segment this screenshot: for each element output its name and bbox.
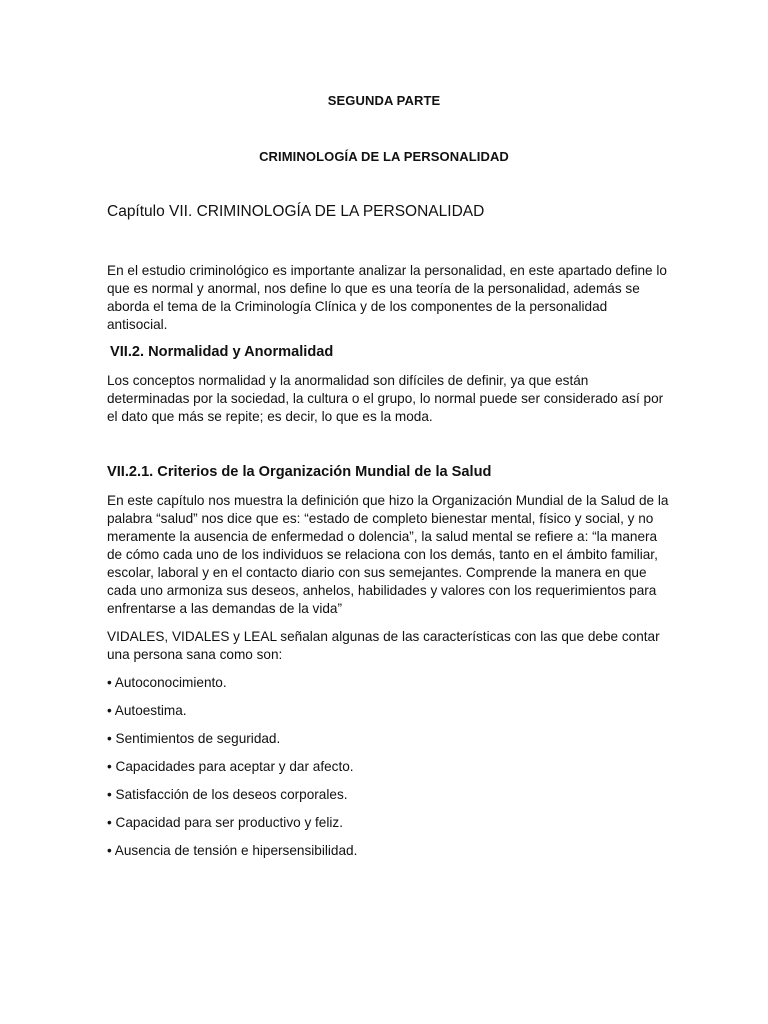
section-paragraph-normalidad: Los conceptos normalidad y la anormalidad son difíciles de definir, ya que están determinadas por la sociedad, la cultura o el grupo, lo normal puede ser considerado así por el dato que más se repite; es decir, lo que es la moda. <box>107 373 664 424</box>
section-heading-oms: VII.2.1. Criterios de la Organización Mundial de la Salud <box>107 464 492 480</box>
list-item: • Capacidades para aceptar y dar afecto. <box>107 759 354 774</box>
list-item: • Satisfacción de los deseos corporales. <box>107 787 348 802</box>
part-subtitle: CRIMINOLOGÍA DE LA PERSONALIDAD <box>259 149 509 164</box>
chapter-title: Capítulo VII. CRIMINOLOGÍA DE LA PERSONALIDAD <box>107 203 485 220</box>
list-item: • Autoestima. <box>107 703 187 718</box>
list-item: • Ausencia de tensión e hipersensibilidad. <box>107 843 358 858</box>
section-heading-normalidad: VII.2. Normalidad y Anormalidad <box>110 344 334 360</box>
intro-paragraph: En el estudio criminológico es importante analizar la personalidad, en este apartado define lo que es normal y anormal, nos define lo que es una teoría de la personalidad, además se aborda el tema de la Criminología Clínica y de los componentes de la personalidad antisocial. <box>107 263 667 332</box>
section-paragraph-oms: En este capítulo nos muestra la definición que hizo la Organización Mundial de la Salud de la palabra “salud” nos dice que es: “estado de completo bienestar mental, físico y social, y no meramente la ausencia de enfermedad o dolencia”, la salud mental se refiere a: “la manera de cómo cada uno de los individuos se relaciona con los demás, tanto en el ámbito familiar, escolar, laboral y en el contacto diario con sus semejantes. Comprende la manera en que cada uno armoniza sus deseos, anhelos, habilidades y valores con los requerimientos para enfrentarse a las demandas de la vida” <box>107 493 669 616</box>
list-item: • Autoconocimiento. <box>107 675 227 690</box>
list-item: • Capacidad para ser productivo y feliz. <box>107 815 343 830</box>
list-item: • Sentimientos de seguridad. <box>107 731 281 746</box>
section-paragraph-vidales: VIDALES, VIDALES y LEAL señalan algunas de las características con las que debe contar una persona sana como son: <box>107 629 660 662</box>
part-title: SEGUNDA PARTE <box>327 93 441 108</box>
